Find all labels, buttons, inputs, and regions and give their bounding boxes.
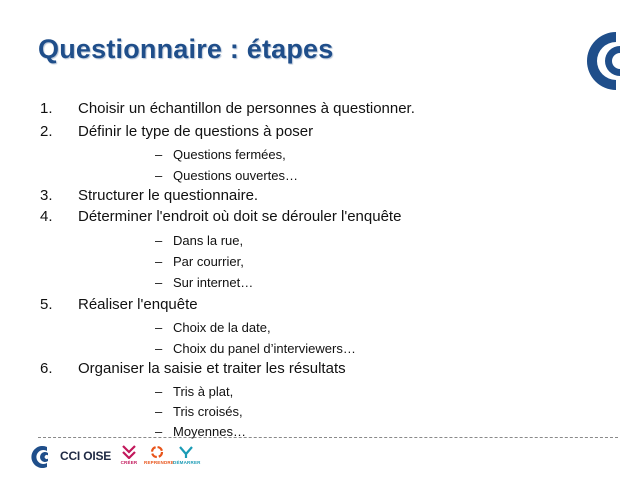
partner-creer	[116, 445, 142, 465]
step-text: Structurer le questionnaire.	[78, 187, 259, 204]
sub-item-text: Sur internet…	[173, 275, 254, 290]
step-number: 2.	[40, 123, 53, 140]
partner-label: CRÉER	[120, 460, 138, 465]
demarrer-icon	[178, 445, 194, 459]
step-number: 5.	[40, 296, 53, 313]
sub-item	[155, 341, 356, 356]
step-text: Organiser la saisie et traiter les résultats	[78, 360, 346, 377]
step-text: Réaliser l'enquête	[78, 296, 198, 313]
step-text: Choisir un échantillon de personnes à questionner.	[78, 100, 415, 117]
step-text: Définir le type de questions à poser	[78, 123, 314, 140]
step-number: 3.	[40, 187, 53, 204]
sub-item-text: Tris à plat,	[173, 384, 234, 399]
dash-bullet: –	[155, 384, 163, 399]
step-number: 4.	[40, 208, 53, 225]
dash-bullet: –	[155, 233, 163, 248]
sub-item	[155, 320, 271, 335]
footer-divider	[38, 437, 618, 438]
creer-icon	[121, 445, 137, 459]
dash-bullet: –	[155, 320, 163, 335]
sub-item-text: Questions fermées,	[173, 147, 286, 162]
sub-item-text: Dans la rue,	[173, 233, 244, 248]
slide-title: Questionnaire : étapes	[38, 34, 334, 64]
sub-item	[155, 233, 243, 248]
partner-reprendre	[144, 445, 175, 465]
step-text: Déterminer l'endroit où doit se dérouler l'enquête	[78, 208, 402, 225]
cci-logo-icon	[576, 30, 638, 92]
sub-item-text: Par courrier,	[173, 254, 244, 269]
sub-item	[155, 275, 253, 290]
sub-item	[155, 254, 244, 269]
sub-item	[155, 404, 243, 419]
partner-label: REPRENDRE	[144, 460, 175, 465]
dash-bullet: –	[155, 254, 163, 269]
cci-oise-brand: CCI OISE	[60, 449, 112, 463]
sub-item-text: Tris croisés,	[173, 404, 243, 419]
sub-item-text: Choix de la date,	[173, 320, 271, 335]
partner-demarrer	[173, 445, 199, 465]
partner-label: DÉMARRER	[173, 460, 201, 465]
dash-bullet: –	[155, 341, 163, 356]
dash-bullet: –	[155, 168, 163, 183]
sub-item	[155, 168, 298, 183]
dash-bullet: –	[155, 147, 163, 162]
cci-mark-icon	[30, 445, 54, 469]
dash-bullet: –	[155, 275, 163, 290]
sub-item-text: Choix du panel d’interviewers…	[173, 341, 356, 356]
reprendre-icon	[149, 445, 165, 459]
sub-item	[155, 384, 233, 399]
step-number: 1.	[40, 100, 53, 117]
footer	[30, 445, 230, 475]
step-number: 6.	[40, 360, 53, 377]
dash-bullet: –	[155, 424, 163, 439]
sub-item-text: Moyennes…	[173, 424, 246, 439]
dash-bullet: –	[155, 404, 163, 419]
sub-item-text: Questions ouvertes…	[173, 168, 299, 183]
sub-item	[155, 147, 286, 162]
